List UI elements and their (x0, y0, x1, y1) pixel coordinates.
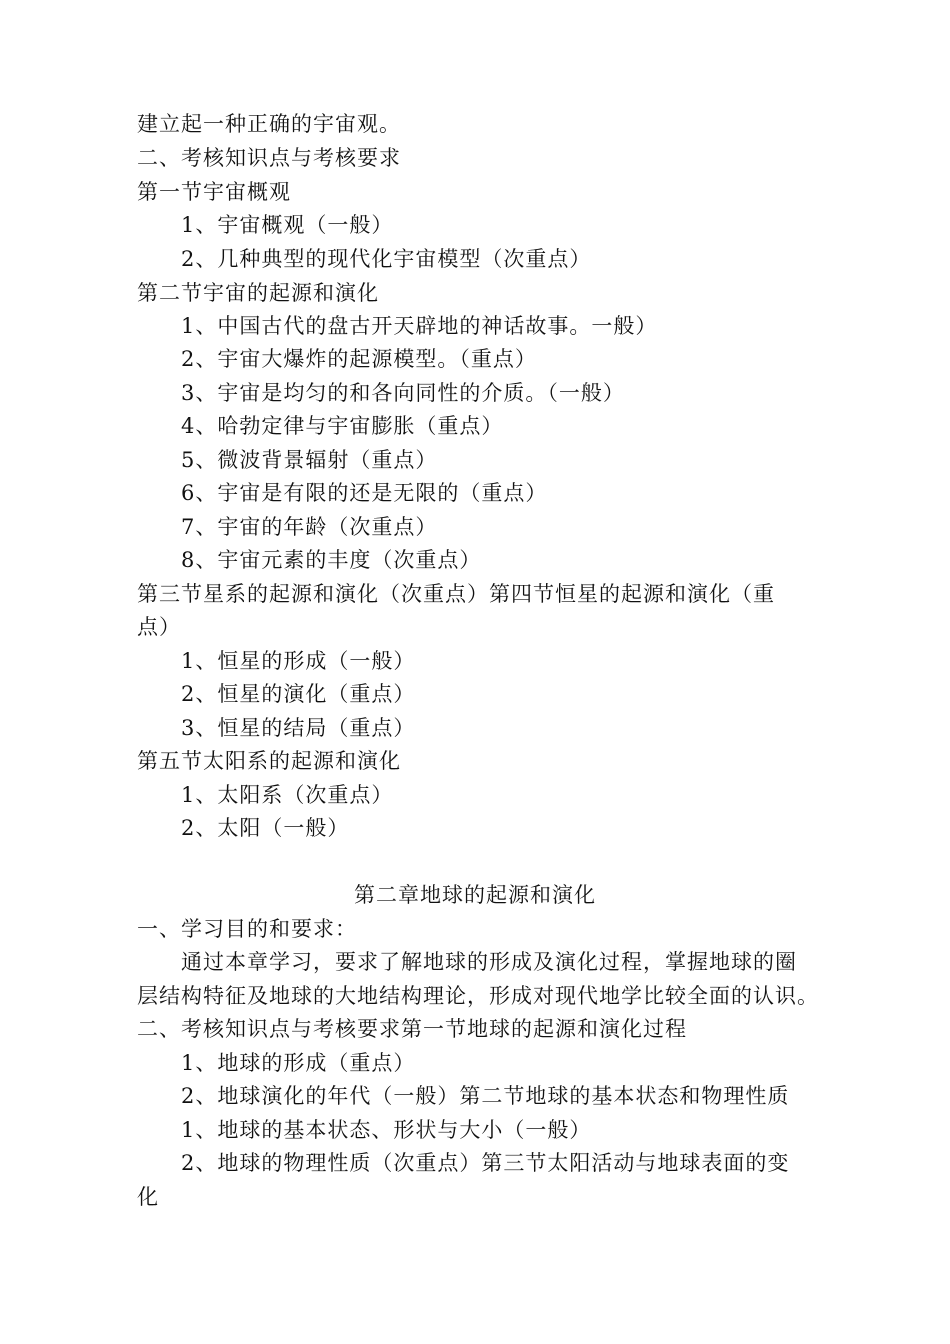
list-item: 2、宇宙大爆炸的起源模型。（重点） (181, 347, 537, 371)
section-heading: 一、学习目的和要求： (137, 917, 357, 941)
paragraph-line: 层结构特征及地球的大地结构理论，形成对现代地学比较全面的认识。 (137, 984, 819, 1008)
section-heading: 二、考核知识点与考核要求第一节地球的起源和演化过程 (137, 1017, 687, 1041)
list-item: 2、恒星的演化（重点） (181, 682, 416, 706)
list-item: 1、地球的基本状态、形状与大小（一般） (181, 1118, 592, 1142)
chapter-title: 第二章地球的起源和演化 (354, 883, 596, 907)
paragraph-line: 通过本章学习，要求了解地球的形成及演化过程，掌握地球的圈 (181, 950, 797, 974)
list-item: 2、几种典型的现代化宇宙模型（次重点） (181, 247, 592, 271)
section-heading: 二、考核知识点与考核要求 (137, 146, 401, 170)
list-item: 1、地球的形成（重点） (181, 1051, 416, 1075)
list-item: 6、宇宙是有限的还是无限的（重点） (181, 481, 548, 505)
list-item: 4、哈勃定律与宇宙膨胀（重点） (181, 414, 504, 438)
list-item: 2、太阳（一般） (181, 816, 350, 840)
section-heading: 第五节太阳系的起源和演化 (137, 749, 401, 773)
list-item: 5、微波背景辐射（重点） (181, 448, 438, 472)
list-item: 1、宇宙概观（一般） (181, 213, 394, 237)
list-item: 1、太阳系（次重点） (181, 783, 394, 807)
list-item: 2、地球的物理性质（次重点）第三节太阳活动与地球表面的变 (181, 1151, 790, 1175)
section-heading: 第二节宇宙的起源和演化 (137, 281, 379, 305)
list-item: 1、恒星的形成（一般） (181, 649, 416, 673)
list-item: 1、中国古代的盘古开天辟地的神话故事。一般） (181, 314, 658, 338)
text-line: 化 (137, 1185, 159, 1209)
list-item: 2、地球演化的年代（一般）第二节地球的基本状态和物理性质 (181, 1084, 790, 1108)
list-item: 3、宇宙是均匀的和各向同性的介质。（一般） (181, 381, 625, 405)
list-item: 3、恒星的结局（重点） (181, 716, 416, 740)
section-heading: 第三节星系的起源和演化（次重点）第四节恒星的起源和演化（重 (137, 582, 775, 606)
list-item: 8、宇宙元素的丰度（次重点） (181, 548, 482, 572)
list-item: 7、宇宙的年龄（次重点） (181, 515, 438, 539)
text-line: 点） (137, 615, 181, 639)
text-line: 建立起一种正确的宇宙观。 (137, 112, 401, 136)
section-heading: 第一节宇宙概观 (137, 180, 291, 204)
